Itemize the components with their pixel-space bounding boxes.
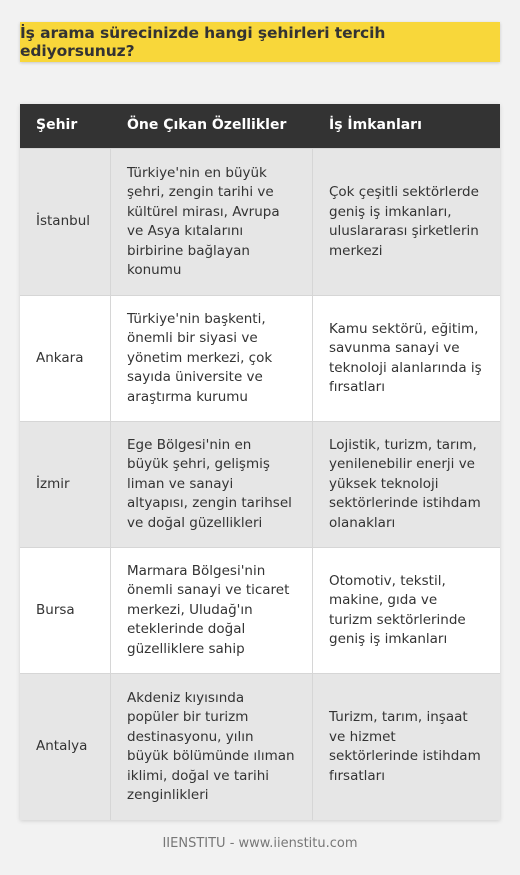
table-row xyxy=(20,295,500,421)
table-row xyxy=(20,148,500,295)
table-row xyxy=(20,421,500,547)
features-cell: Türkiye'nin en büyük şehri, zengin tarihi ve kültürel mirası, Avrupa ve Asya kıtalarını birbirine bağlayan konumu xyxy=(110,149,313,295)
cities-table xyxy=(20,104,500,820)
header-city: Şehir xyxy=(36,117,78,134)
page-title: İş arama sürecinizde hangi şehirleri tercih ediyorsunuz? xyxy=(20,24,386,60)
table-row xyxy=(20,673,500,820)
city-cell: Bursa xyxy=(36,601,75,618)
city-cell: İzmir xyxy=(36,475,70,492)
features-cell: Ege Bölgesi'nin en büyük şehri, gelişmiş liman ve sanayi altyapısı, zengin tarihsel ve doğal güzellikleri xyxy=(110,422,313,547)
title-banner xyxy=(20,22,500,62)
features-cell: Akdeniz kıyısında popüler bir turizm destinasyonu, yılın büyük bölümünde ılıman iklimi, doğal ve tarihi zenginlikleri xyxy=(110,674,313,820)
city-cell: İstanbul xyxy=(36,213,91,230)
features-cell: Marmara Bölgesi'nin önemli sanayi ve ticaret merkezi, Uludağ'ın eteklerinde doğal güzelliklere sahip xyxy=(110,548,313,673)
jobs-cell: Kamu sektörü, eğitim, savunma sanayi ve teknoloji alanlarında iş fırsatları xyxy=(329,320,482,395)
header-jobs: İş İmkanları xyxy=(329,117,422,134)
table-row xyxy=(20,547,500,673)
features-cell: Türkiye'nin başkenti, önemli bir siyasi ve yönetim merkezi, çok sayıda üniversite ve araştırma kurumu xyxy=(110,296,313,421)
jobs-cell: Turizm, tarım, inşaat ve hizmet sektörlerinde istihdam fırsatları xyxy=(329,709,481,784)
table-header-row xyxy=(20,104,500,148)
jobs-cell: Otomotiv, tekstil, makine, gıda ve turizm sektörlerinde geniş iş imkanları xyxy=(329,572,466,647)
city-cell: Antalya xyxy=(36,738,88,755)
jobs-cell: Lojistik, turizm, tarım, yenilenebilir enerji ve yüksek teknoloji sektörlerinde istihdam olanakları xyxy=(329,436,481,531)
jobs-cell: Çok çeşitli sektörlerde geniş iş imkanları, uluslararası şirketlerin merkezi xyxy=(329,184,479,259)
header-features: Öne Çıkan Özellikler xyxy=(110,104,313,148)
city-cell: Ankara xyxy=(36,349,84,366)
footer-credit: IIENSTITU - www.iienstitu.com xyxy=(162,836,358,851)
